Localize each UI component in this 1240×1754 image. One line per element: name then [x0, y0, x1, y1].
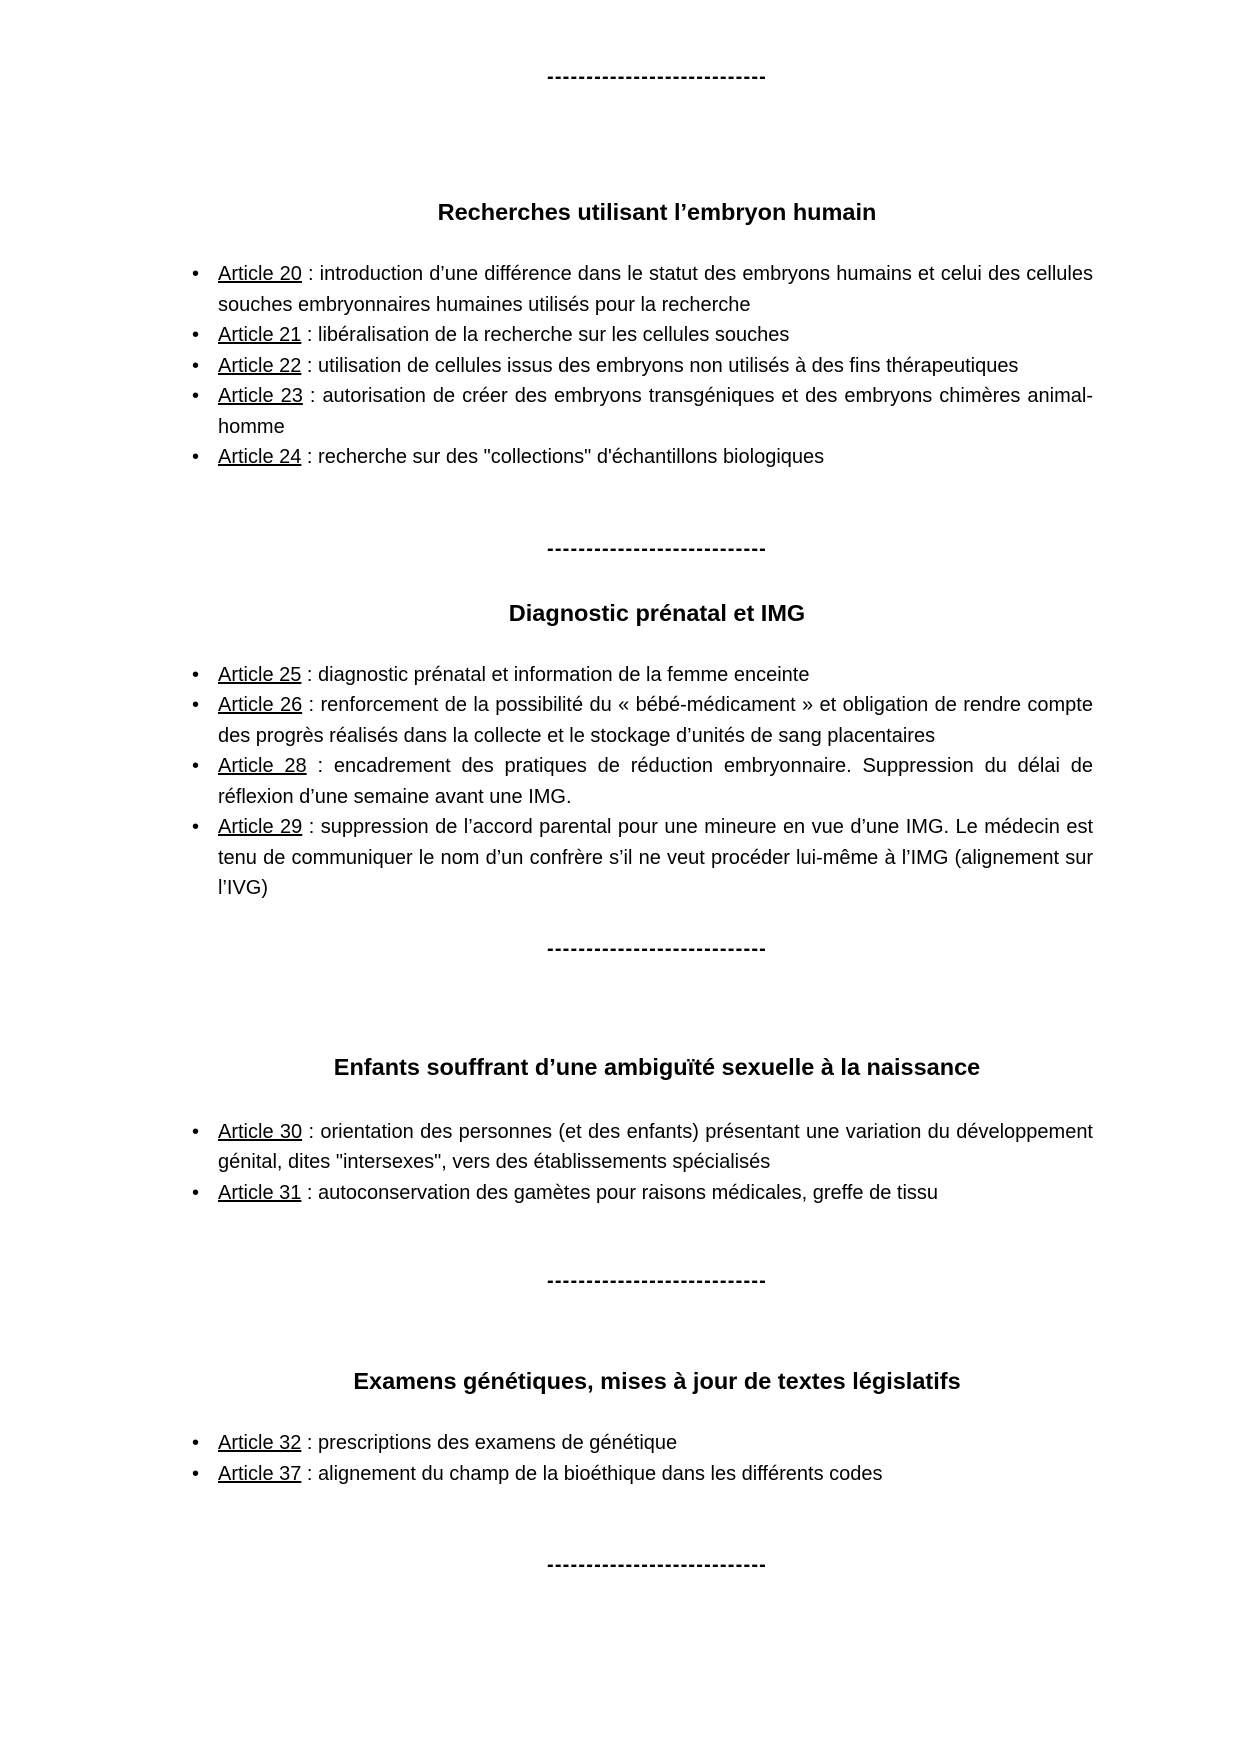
article-item: [192, 660, 1093, 691]
article-number: Article 21: [218, 324, 302, 346]
article-list-recherches-embryon: [192, 259, 1093, 473]
article-item: [192, 351, 1093, 382]
article-number: Article 22: [218, 354, 302, 377]
article-description: : diagnostic prénatal et information de la femme enceinte: [301, 663, 810, 686]
dashed-divider: ----------------------------: [546, 1554, 768, 1576]
article-number: Article 23: [218, 385, 303, 407]
article-list-ambiguite-sexuelle: [192, 1117, 1093, 1209]
article-description: : suppression de l’accord parental pour une mineure en vue d’une IMG. Le médecin est tenu de communiquer le nom d’un confrère s’il ne veut procéder lui-même à l’IMG (alignement sur l’IVG): [218, 816, 1093, 899]
article-item: [192, 320, 1093, 351]
article-item: [192, 259, 1093, 320]
article-description: : autoconservation des gamètes pour raisons médicales, greffe de tissu: [301, 1181, 939, 1204]
article-item: [192, 1117, 1093, 1178]
dashed-divider: ----------------------------: [546, 1270, 768, 1292]
article-item: [192, 381, 1093, 442]
section-title-ambiguite-sexuelle: Enfants souffrant d’une ambiguïté sexuelle à la naissance: [333, 1053, 981, 1080]
article-number: Article 37: [218, 1462, 302, 1485]
article-number: Article 28: [218, 755, 307, 777]
article-item: [192, 1459, 1093, 1490]
article-item: [192, 812, 1093, 904]
article-description: : utilisation de cellules issus des embryons non utilisés à des fins thérapeutiques: [301, 354, 1019, 377]
article-number: Article 32: [218, 1432, 302, 1454]
article-number: Article 31: [218, 1181, 302, 1204]
article-number: Article 30: [218, 1120, 303, 1143]
section-title-recherches-embryon: Recherches utilisant l’embryon humain: [437, 199, 877, 225]
section-title-diagnostic-prenatal: Diagnostic prénatal et IMG: [508, 599, 806, 626]
article-item: [192, 690, 1093, 751]
article-item: [192, 442, 1093, 473]
article-item: [192, 751, 1093, 812]
article-number: Article 29: [218, 816, 303, 838]
article-description: : orientation des personnes (et des enfants) présentant une variation du développement génital, dites "intersexes", vers des établissements spécialisés: [218, 1120, 1093, 1173]
dashed-divider: ----------------------------: [546, 66, 768, 88]
article-description: : encadrement des pratiques de réduction embryonnaire. Suppression du délai de réflexion d’une semaine avant une IMG.: [218, 755, 1093, 808]
article-list-diagnostic-prenatal: [192, 660, 1093, 904]
article-description: : introduction d’une différence dans le statut des embryons humains et celui des cellules souches embryonnaires humaines utilisés pour la recherche: [218, 263, 1093, 316]
article-description: : prescriptions des examens de génétique: [301, 1432, 678, 1454]
article-description: : alignement du champ de la bioéthique dans les différents codes: [301, 1462, 883, 1485]
article-description: : libéralisation de la recherche sur les cellules souches: [301, 324, 790, 346]
dashed-divider: ----------------------------: [546, 537, 768, 560]
article-number: Article 20: [218, 263, 302, 285]
article-number: Article 25: [218, 663, 302, 686]
article-description: : recherche sur des "collections" d'échantillons biologiques: [301, 446, 825, 468]
article-description: : autorisation de créer des embryons transgéniques et des embryons chimères animal-homme: [218, 385, 1093, 438]
article-description: : renforcement de la possibilité du « bébé-médicament » et obligation de rendre compte des progrès réalisés dans la collecte et le stockage d’unités de sang placentaires: [218, 694, 1093, 747]
article-list-examens-genetiques: [192, 1428, 1093, 1489]
dashed-divider: ----------------------------: [546, 937, 768, 960]
article-item: [192, 1178, 1093, 1209]
article-number: Article 26: [218, 694, 303, 716]
section-title-examens-genetiques: Examens génétiques, mises à jour de textes législatifs: [353, 1368, 961, 1394]
article-number: Article 24: [218, 446, 302, 468]
article-item: [192, 1428, 1093, 1459]
